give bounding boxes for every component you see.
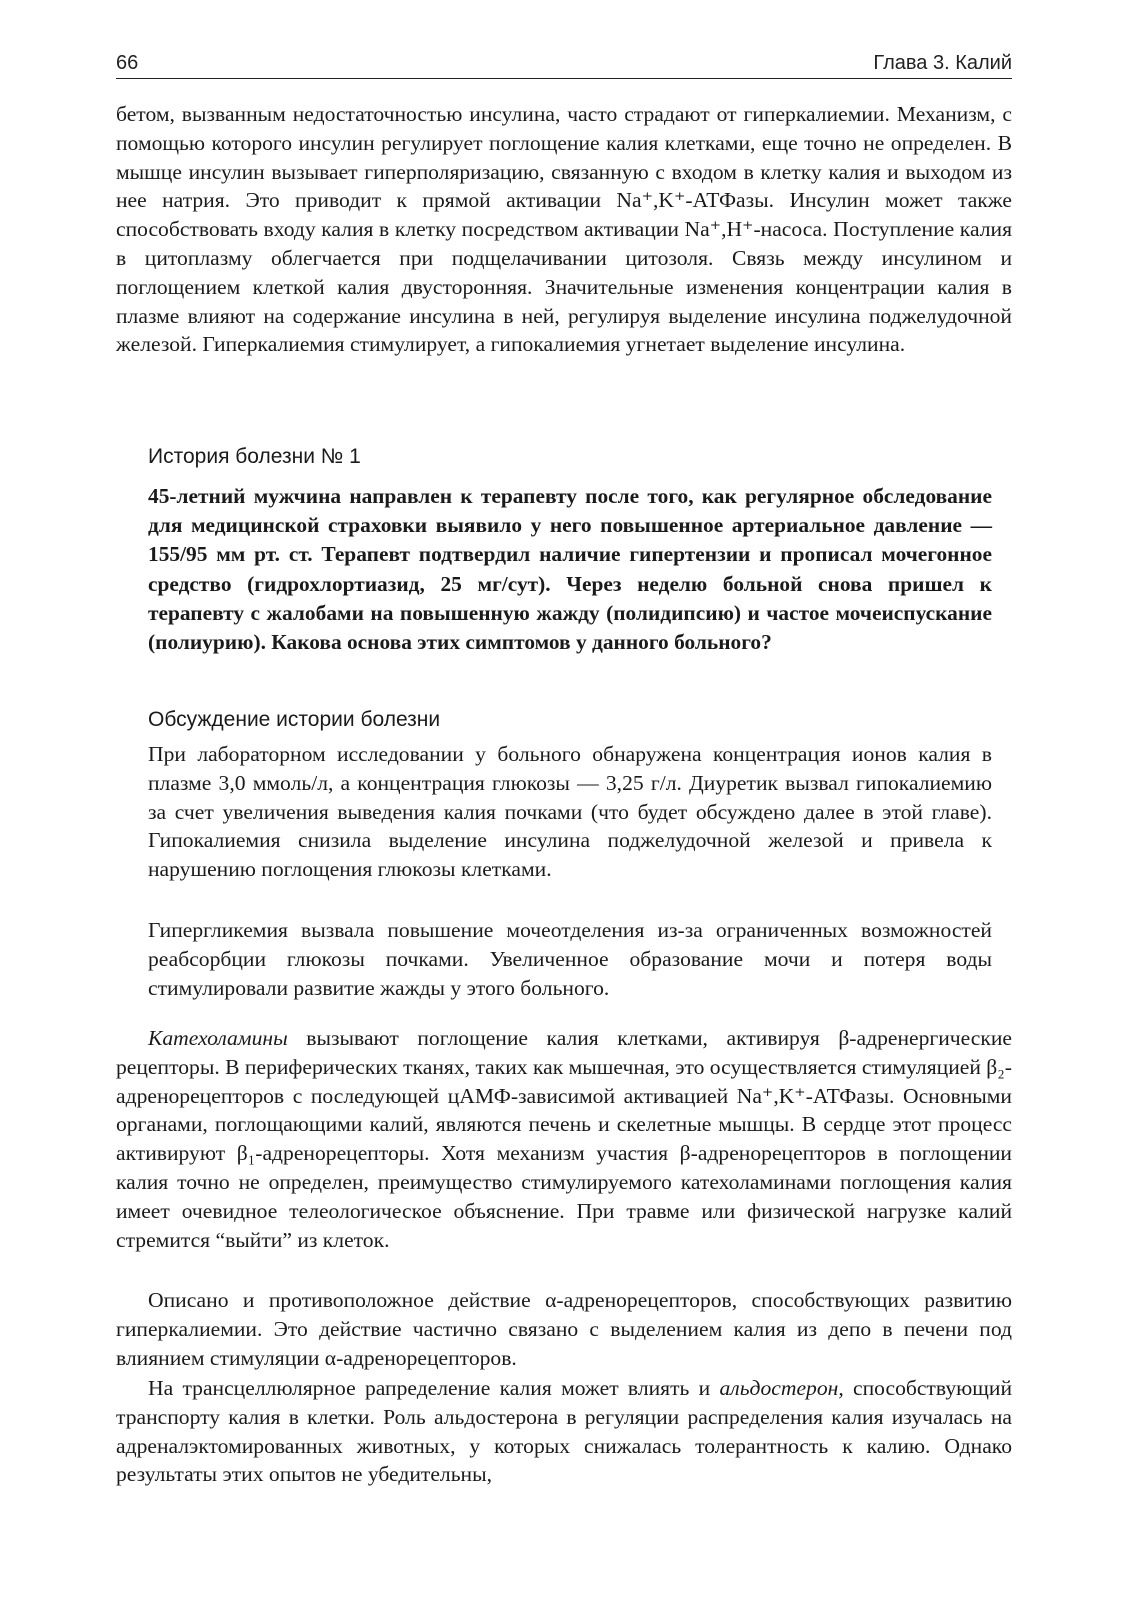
catecholamines-text: вызывают поглощение калия клетками, активируя β-адренергические рецепторы. В периферических тканях, таких как мышечная, это осуществляется стимуляцией β₂-адренорецепторов с последующей цАМФ-зависимой активацией Na⁺,K⁺-АТФазы. Основными органами, поглощающими калий, являются печень и скелетные мышцы. В сердце этот процесс активируют β₁-адренорецепторы. Хотя механизм участия β-адренорецепторов в поглощении калия точно не определен, преимущество стимулируемого катехоламинами поглощения калия имеет очевидное телеологическое объяснение. При травме или физической нагрузке калий стремится “выйти” из клеток. — [116, 1026, 1012, 1252]
catecholamines-term: Катехоламины — [148, 1026, 288, 1050]
aldosterone-paragraph — [116, 1374, 1012, 1489]
aldosterone-text-before: На трансцеллюлярное рапределение калия может влиять и — [148, 1376, 720, 1400]
case-history-title: История болезни № 1 — [148, 445, 361, 468]
discussion-paragraph-1: При лабораторном исследовании у больного обнаружена концентрация ионов калия в плазме 3,0 ммоль/л, а концентрация глюкозы — 3,25 г/л. Диуретик вызвал гипокалиемию за счет увеличения выведения калия почками (что будет обсуждено далее в этой главе). Гипокалиемия снизила выделение инсулина поджелудочной железой и привела к нарушению поглощения глюкозы клетками. — [148, 742, 992, 882]
aldosterone-text-after: способствующий транспорту калия в клетки. Роль альдостерона в регуляции распределения калия изучалась на адреналэктомированных животных, у которых снижалась толерантность к калию. Однако результаты этих опытов не убедительны, — [116, 1376, 1013, 1487]
alpha-receptors-paragraph: Описано и противоположное действие α-адренорецепторов, способствующих развитию гиперкалиемии. Это действие частично связано с выделением калия из депо в печени под влиянием стимуляции α-адренорецепторов. — [116, 1288, 1012, 1370]
case-history-text: 45-летний мужчина направлен к терапевту после того, как регулярное обследование для медицинской страховки выявило у него повышенное артериальное давление — 155/95 мм рт. ст. Терапевт подтвердил наличие гипертензии и прописал мочегонное средство (гидрохлортиазид, 25 мг/сут). Через неделю больной снова пришел к терапевту с жалобами на повышенную жажду (полидипсию) и частое мочеиспускание (полиурию). Какова основа этих симптомов у данного больного? — [148, 484, 992, 655]
chapter-title: Глава 3. Калий — [873, 52, 1012, 74]
discussion-paragraph-2: Гипергликемия вызвала повышение мочеотделения из-за ограниченных возможностей реабсорбции глюкозы почками. Увеличенное образование мочи и потеря воды стимулировали развитие жажды у этого больного. — [148, 918, 992, 1000]
catecholamines-paragraph — [116, 1024, 1012, 1254]
discussion-title: Обсуждение истории болезни — [148, 708, 441, 731]
aldosterone-term: альдостерон, — [719, 1376, 844, 1400]
running-header — [116, 48, 1012, 79]
page-number: 66 — [116, 52, 139, 74]
intro-paragraph: бетом, вызванным недостаточностью инсулина, часто страдают от гиперкалиемии. Механизм, с помощью которого инсулин регулирует поглощение калия клетками, еще точно не определен. В мышце инсулин вызывает гиперполяризацию, связанную с входом в клетку калия и выходом из нее натрия. Это приводит к прямой активации Na⁺,K⁺-АТФазы. Инсулин может также способствовать входу калия в клетку посредством активации Na⁺,H⁺-насоса. Поступление калия в цитоплазму облегчается при подщелачивании цитозоля. Связь между инсулином и поглощением клеткой калия двусторонняя. Значительные изменения концентрации калия в плазме влияют на содержание инсулина в ней, регулируя выделение инсулина поджелудочной железой. Гиперкалиемия стимулирует, а гипокалиемия угнетает выделение инсулина. — [116, 102, 1012, 357]
